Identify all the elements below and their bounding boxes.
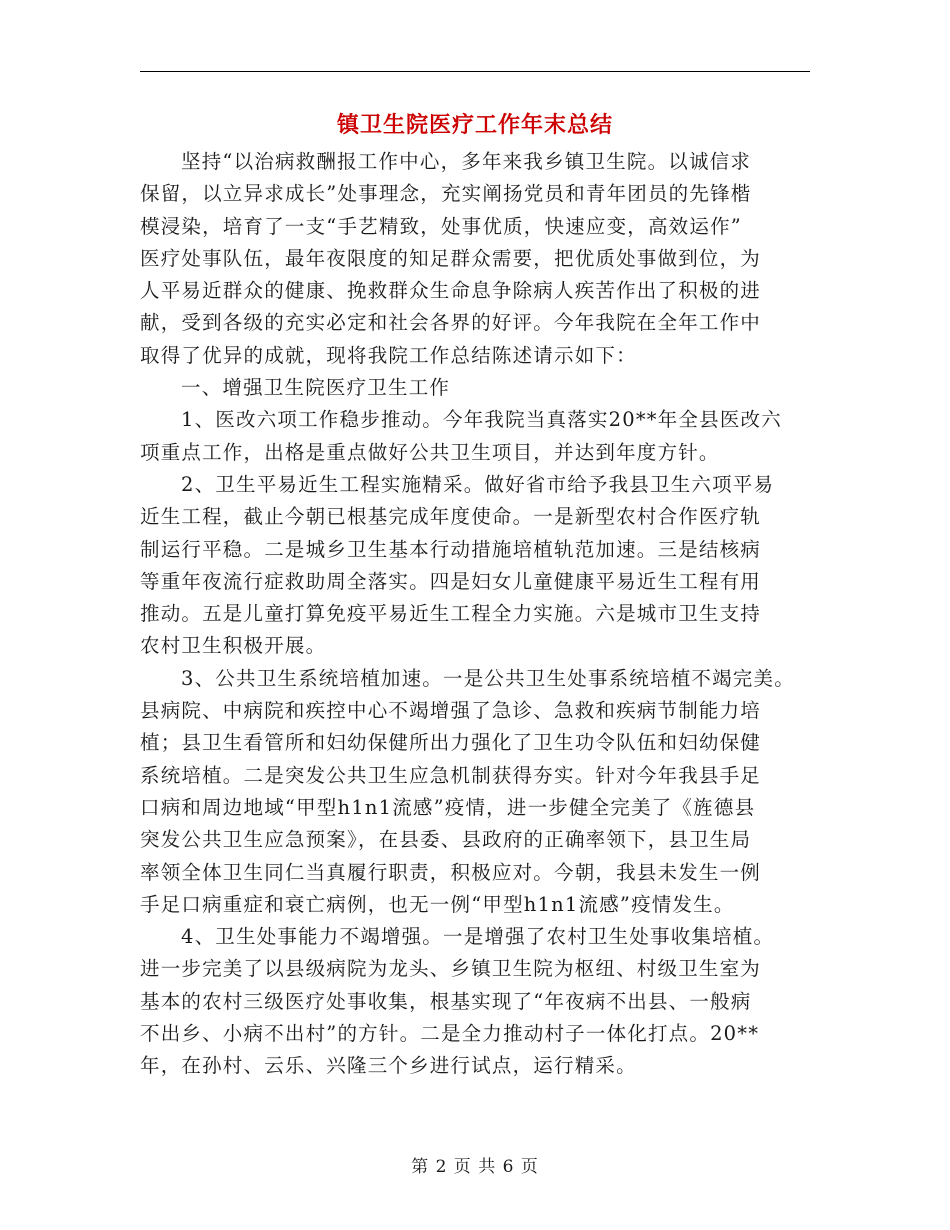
text-line: 年，在孙村、云乐、兴隆三个乡进行试点，运行精采。 xyxy=(140,1054,637,1078)
text-line: 植；县卫生看管所和妇幼保健所出力强化了卫生功令队伍和妇幼保健 xyxy=(140,731,762,755)
text-line: 项重点工作，出格是重点做好公共卫生项目，并达到年度方针。 xyxy=(140,440,720,464)
text-line: 率领全体卫生同仁当真履行职责，积极应对。今朝，我县未发生一例 xyxy=(140,860,762,884)
text-line: 推动。五是儿童打算免疫平易近生工程全力实施。六是城市卫生支持 xyxy=(140,602,762,626)
text-line: 2、卫生平易近生工程实施精采。做好省市给予我县卫生六项平易 xyxy=(181,472,775,496)
text-line: 手足口病重症和衰亡病例，也无一例“甲型h1n1流感”疫情发生。 xyxy=(140,892,735,916)
text-line: 1、医改六项工作稳步推动。今年我院当真落实20**年全县医改六 xyxy=(181,408,782,432)
text-line: 突发公共卫生应急预案》，在县委、县政府的正确率领下，县卫生局 xyxy=(140,828,752,852)
text-line: 进一步完美了以县级病院为龙头、乡镇卫生院为枢纽、村级卫生室为 xyxy=(140,957,762,981)
text-line: 系统培植。二是突发公共卫生应急机制获得夯实。针对今年我县手足 xyxy=(140,763,762,787)
text-line: 不出乡、小病不出村”的方针。二是全力推动村子一体化打点。20** xyxy=(140,1022,760,1046)
header-rule xyxy=(140,71,810,72)
text-line: 县病院、中病院和疾控中心不竭增强了急诊、急救和疾病节制能力培 xyxy=(140,699,762,723)
text-line: 医疗处事队伍，最年夜限度的知足群众需要，把优质处事做到位，为 xyxy=(140,246,762,270)
text-line: 农村卫生积极开展。 xyxy=(140,634,327,658)
document-body xyxy=(140,146,830,1083)
text-line: 4、卫生处事能力不竭增强。一是增强了农村卫生处事收集培植。 xyxy=(181,925,775,949)
text-line: 3、公共卫生系统培植加速。一是公共卫生处事系统培植不竭完美。 xyxy=(181,666,795,690)
text-line: 坚持“以治病救酬报工作中心，多年来我乡镇卫生院。以诚信求 xyxy=(181,150,752,173)
text-line: 近生工程，截止今朝已根基完成年度使命。一是新型农村合作医疗轨 xyxy=(140,505,762,529)
text-line: 献，受到各级的充实必定和社会各界的好评。今年我院在全年工作中 xyxy=(140,311,762,335)
document-title: 镇卫生院医疗工作年末总结 xyxy=(336,112,613,138)
text-line: 模浸染，培育了一支“手艺精致，处事优质，快速应变，高效运作” xyxy=(140,214,742,238)
text-line: 基本的农村三级医疗处事收集，根基实现了“年夜病不出县、一般病 xyxy=(140,989,752,1013)
text-line: 口病和周边地域“甲型h1n1流感”疫情，进一步健全完美了《旌德县 xyxy=(140,795,756,819)
text-line: 取得了优异的成就，现将我院工作总结陈述请示如下： xyxy=(140,343,637,367)
page-footer: 第 2 页 共 6 页 xyxy=(411,1157,539,1177)
text-line: 等重年夜流行症救助周全落实。四是妇女儿童健康平易近生工程有用 xyxy=(140,569,762,593)
text-line: 人平易近群众的健康、挽救群众生命息争除病人疾苦作出了积极的进 xyxy=(140,279,762,303)
text-line: 制运行平稳。二是城乡卫生基本行动措施培植轨范加速。三是结核病 xyxy=(140,537,762,561)
text-line: 一、增强卫生院医疗卫生工作 xyxy=(181,376,451,400)
text-line: 保留，以立异求成长”处事理念，充实阐扬党员和青年团员的先锋楷 xyxy=(140,182,752,206)
